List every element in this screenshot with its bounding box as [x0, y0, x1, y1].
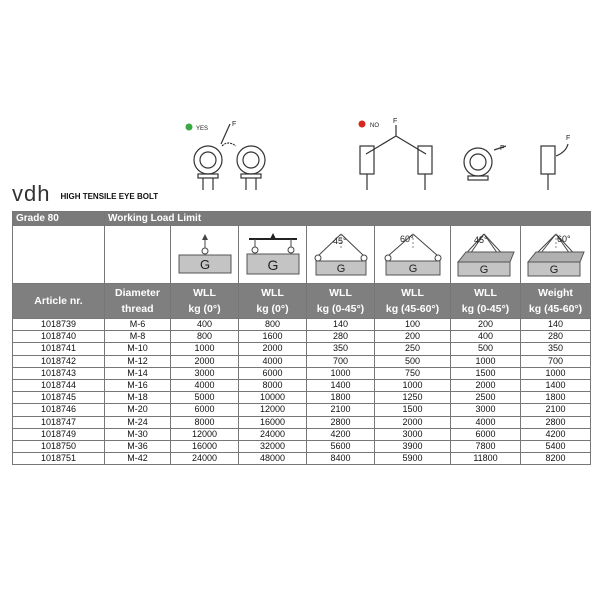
grade-label: Grade 80 [13, 212, 105, 226]
table-cell: 350 [521, 343, 591, 355]
table-cell: 2000 [375, 416, 451, 428]
table-cell: 5400 [521, 440, 591, 452]
table-cell: 5900 [375, 453, 451, 465]
table-cell: 1018739 [13, 319, 105, 331]
svg-text:G: G [408, 262, 417, 275]
column-header-row [13, 284, 591, 319]
table-cell: 4000 [171, 379, 239, 391]
table-cell: M-16 [105, 379, 171, 391]
table-row [13, 343, 591, 355]
col-weight: Weight kg (45-60°) [521, 284, 591, 319]
table-cell: 700 [521, 355, 591, 367]
table-cell: 140 [521, 319, 591, 331]
table-cell: 7800 [451, 440, 521, 452]
four-leg-45-icon [454, 230, 518, 280]
table-cell: 750 [375, 367, 451, 379]
table-cell: 4200 [307, 428, 375, 440]
table-cell: 1018745 [13, 392, 105, 404]
table-cell: M-8 [105, 331, 171, 343]
table-cell: 1018747 [13, 416, 105, 428]
table-cell: 200 [375, 331, 451, 343]
table-cell: M-18 [105, 392, 171, 404]
table-cell: 1250 [375, 392, 451, 404]
two-leg-60-icon [380, 230, 446, 280]
table-cell: M-12 [105, 355, 171, 367]
no-dot [359, 121, 366, 128]
table-cell: 2100 [307, 404, 375, 416]
table-cell: 3000 [375, 428, 451, 440]
svg-text:F: F [393, 118, 398, 125]
pictogram-double-vertical [239, 226, 307, 284]
table-cell: 3000 [451, 404, 521, 416]
col-wll-two-leg-45: WLL kg (0-45°) [307, 284, 375, 319]
pictogram-blank [105, 226, 171, 284]
table-cell: 400 [451, 331, 521, 343]
table-cell: M-20 [105, 404, 171, 416]
table-cell: 1018743 [13, 367, 105, 379]
table-cell: 280 [307, 331, 375, 343]
table-cell: 1018749 [13, 428, 105, 440]
table-cell: 6000 [239, 367, 307, 379]
table-cell: 4000 [451, 416, 521, 428]
brand-header [12, 183, 158, 205]
table-cell: 24000 [171, 453, 239, 465]
table-cell: 48000 [239, 453, 307, 465]
table-cell: 1600 [239, 331, 307, 343]
table-cell: 3900 [375, 440, 451, 452]
table-cell: 16000 [171, 440, 239, 452]
table-row [13, 319, 591, 331]
table-cell: M-42 [105, 453, 171, 465]
table-cell: M-6 [105, 319, 171, 331]
table-cell: 500 [375, 355, 451, 367]
svg-text:F: F [232, 121, 237, 128]
table-cell: M-24 [105, 416, 171, 428]
table-cell: 6000 [171, 404, 239, 416]
table-cell: M-36 [105, 440, 171, 452]
table-cell: 1018750 [13, 440, 105, 452]
table-cell: 1800 [307, 392, 375, 404]
yes-dot [186, 124, 193, 131]
table-row [13, 440, 591, 452]
table-row [13, 355, 591, 367]
table-cell: 1500 [451, 367, 521, 379]
table-cell: 32000 [239, 440, 307, 452]
svg-text:45°: 45° [473, 234, 488, 245]
table-cell: 1500 [375, 404, 451, 416]
table-cell: 12000 [239, 404, 307, 416]
table-row [13, 416, 591, 428]
table-cell: 1018746 [13, 404, 105, 416]
table-row [13, 392, 591, 404]
table-cell: 700 [307, 355, 375, 367]
table-cell: 1000 [307, 367, 375, 379]
table-cell: M-30 [105, 428, 171, 440]
table-cell: 1800 [521, 392, 591, 404]
table-cell: M-14 [105, 367, 171, 379]
four-leg-60-icon [524, 230, 588, 280]
pictogram-four-leg-45 [451, 226, 521, 284]
table-cell: 5000 [171, 392, 239, 404]
table-cell: 400 [171, 319, 239, 331]
table-cell: 1018740 [13, 331, 105, 343]
single-vertical-lift-icon [175, 230, 235, 280]
table-cell: 8400 [307, 453, 375, 465]
table-cell: 1000 [451, 355, 521, 367]
table-cell: 1000 [375, 379, 451, 391]
table-cell: 2800 [307, 416, 375, 428]
table-cell: 2000 [451, 379, 521, 391]
table-cell: 10000 [239, 392, 307, 404]
svg-text:60°: 60° [399, 233, 414, 244]
table-cell: 250 [375, 343, 451, 355]
table-cell: 800 [239, 319, 307, 331]
table-cell: 1000 [171, 343, 239, 355]
table-cell: 11800 [451, 453, 521, 465]
table-cell: 2500 [451, 392, 521, 404]
table-cell: 12000 [171, 428, 239, 440]
svg-text:F: F [566, 135, 571, 142]
table-cell: 500 [451, 343, 521, 355]
table-cell: 8000 [171, 416, 239, 428]
pictogram-blank [13, 226, 105, 284]
svg-text:45°: 45° [332, 235, 347, 246]
double-vertical-lift-icon [243, 230, 303, 280]
col-wll-double: WLL kg (0°) [239, 284, 307, 319]
table-row [13, 367, 591, 379]
table-cell: 2000 [239, 343, 307, 355]
product-title: HIGH TENSILE EYE BOLT [60, 191, 159, 201]
table-cell: 1018741 [13, 343, 105, 355]
svg-text:F: F [500, 145, 505, 152]
pictogram-two-leg-45 [307, 226, 375, 284]
svg-text:60°: 60° [556, 233, 571, 244]
table-cell: 1018742 [13, 355, 105, 367]
svg-text:G: G [199, 256, 210, 272]
table-cell: M-10 [105, 343, 171, 355]
table-cell: 2100 [521, 404, 591, 416]
table-cell: 6000 [451, 428, 521, 440]
table-cell: 100 [375, 319, 451, 331]
table-cell: 2000 [171, 355, 239, 367]
incorrect-use-diagram [359, 118, 571, 190]
svg-text:G: G [479, 263, 488, 276]
table-cell: 24000 [239, 428, 307, 440]
table-cell: 16000 [239, 416, 307, 428]
wll-title: Working Load Limit [105, 212, 591, 226]
table-cell: 3000 [171, 367, 239, 379]
table-cell: 1018744 [13, 379, 105, 391]
svg-text:YES: YES [196, 126, 209, 132]
table-cell: 8200 [521, 453, 591, 465]
two-leg-45-icon [310, 230, 372, 280]
table-cell: 140 [307, 319, 375, 331]
table-cell: 1000 [521, 367, 591, 379]
pictogram-single-vertical [171, 226, 239, 284]
table-cell: 1400 [307, 379, 375, 391]
table-cell: 350 [307, 343, 375, 355]
col-wll-single: WLL kg (0°) [171, 284, 239, 319]
col-article: Article nr. [13, 284, 105, 319]
table-row [13, 331, 591, 343]
grade-row [13, 212, 591, 226]
table-cell: 5600 [307, 440, 375, 452]
svg-text:G: G [267, 256, 278, 273]
svg-text:G: G [549, 263, 558, 276]
pictogram-row [13, 226, 591, 284]
pictogram-two-leg-60 [375, 226, 451, 284]
pictogram-four-leg-60 [521, 226, 591, 284]
table-cell: 8000 [239, 379, 307, 391]
table-cell: 200 [451, 319, 521, 331]
table-cell: 1400 [521, 379, 591, 391]
correct-use-diagram [186, 121, 266, 190]
table-cell: 1018751 [13, 453, 105, 465]
table-cell: 4000 [239, 355, 307, 367]
svg-text:NO: NO [370, 123, 379, 129]
table-cell: 2800 [521, 416, 591, 428]
table-row [13, 453, 591, 465]
table-row [13, 379, 591, 391]
load-limit-table [12, 211, 591, 465]
usage-diagrams [0, 110, 605, 190]
col-diameter: Diameter thread [105, 284, 171, 319]
table-cell: 4200 [521, 428, 591, 440]
brand-logo: vdh [12, 181, 51, 206]
col-wll-two-leg-60: WLL kg (45-60°) [375, 284, 451, 319]
table-row [13, 428, 591, 440]
table-row [13, 404, 591, 416]
svg-text:G: G [336, 262, 345, 275]
col-wll-four-leg-45: WLL kg (0-45°) [451, 284, 521, 319]
table-cell: 280 [521, 331, 591, 343]
table-cell: 800 [171, 331, 239, 343]
